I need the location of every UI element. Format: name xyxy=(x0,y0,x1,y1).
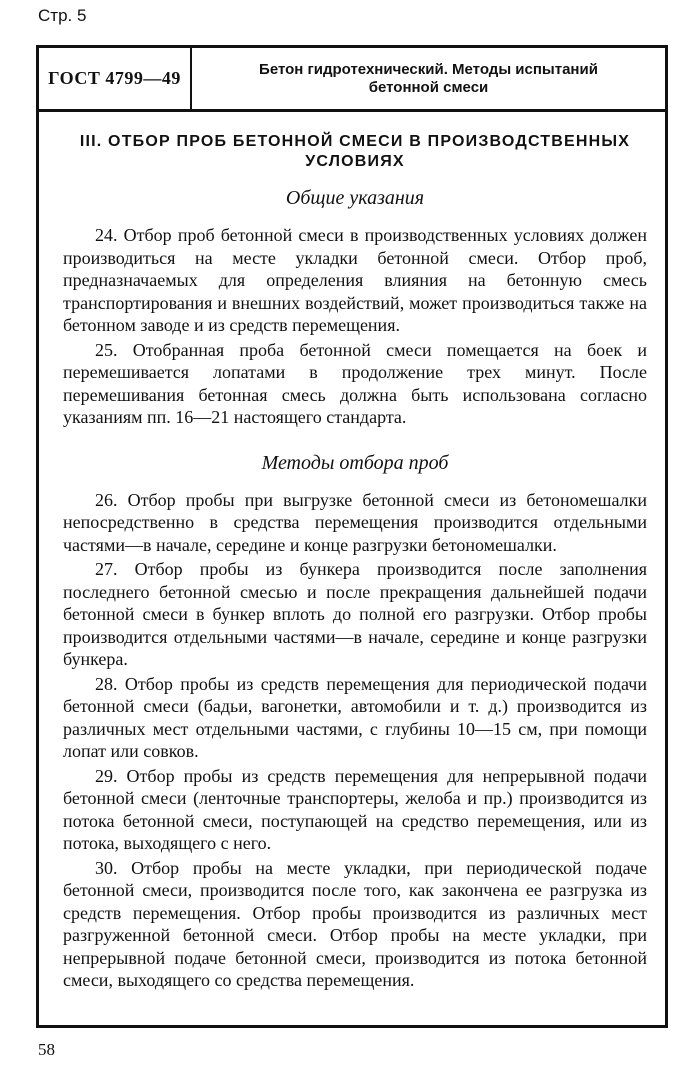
paragraph-25: 25. Отобранная проба бетонной смеси помещается на боек и перемешивается лопатами в продолжение трех минут. После перемешивания бетонная смесь должна быть использована согласно указаниям пп. 16—21 настоящего стандарта. xyxy=(63,339,647,427)
document-content xyxy=(63,132,647,992)
section-title: III. ОТБОР ПРОБ БЕТОННОЙ СМЕСИ В ПРОИЗВОДСТВЕННЫХ УСЛОВИЯХ xyxy=(79,133,631,170)
paragraph-27: 27. Отбор пробы из бункера производится после заполнения последнего бетонной смесью и после прекращения дальнейшей подачи бетонной смеси в бункер вплоть до полной его разгрузки. Отбор пробы производится отдельными частями—в начале, середине и конце разгрузки бункера. xyxy=(63,559,647,669)
standard-title: Бетон гидротехнический. Методы испытаний бетонной смеси xyxy=(259,60,598,96)
subsection-heading-general: Общие указания xyxy=(285,187,425,209)
document-header xyxy=(39,48,665,112)
page-number: 58 xyxy=(38,1040,55,1059)
document-frame xyxy=(36,45,668,1028)
paragraph-24: 24. Отбор проб бетонной смеси в производственных условиях должен производиться на месте укладки бетонной смеси. Отбор проб, предназначаемых для определения влияния на бетонную смесь транспортирования и внешних воздействий, может производиться также на бетонном заводе и из средств перемещения. xyxy=(63,225,647,335)
paragraph-26: 26. Отбор пробы при выгрузке бетонной смеси из бетономешалки непосредственно в средства перемещения производится отдельными частями—в начале, середине и конце разгрузки бетономешалки. xyxy=(63,489,647,555)
paragraph-29: 29. Отбор пробы из средств перемещения для непрерывной подачи бетонной смеси (ленточные транспортеры, желоба и пр.) производится из потока бетонной смеси, поступающей на средство перемещения, или из потока, выходящего с него. xyxy=(63,765,647,853)
paragraph-30: 30. Отбор пробы на месте укладки, при периодической подаче бетонной смеси, производится после того, как закончена ее разгрузка из средств перемещения. Отбор пробы производится из различных мест разгруженной бетонной смеси. Отбор пробы на месте укладки, при непрерывной подаче бетонной смеси, производится из потока бетонной смеси, выходящего со средства перемещения. xyxy=(63,857,647,990)
paragraph-28: 28. Отбор пробы из средств перемещения для периодической подачи бетонной смеси (бадьи, вагонетки, автомобили и т. д.) производится из различных мест отдельными частями, с глубины 10—15 см, при помощи лопат или совков. xyxy=(63,673,647,761)
standard-code: ГОСТ 4799—49 xyxy=(39,48,192,109)
page-label: Стр. 5 xyxy=(38,6,87,25)
subsection-heading-methods: Методы отбора проб xyxy=(261,451,449,474)
